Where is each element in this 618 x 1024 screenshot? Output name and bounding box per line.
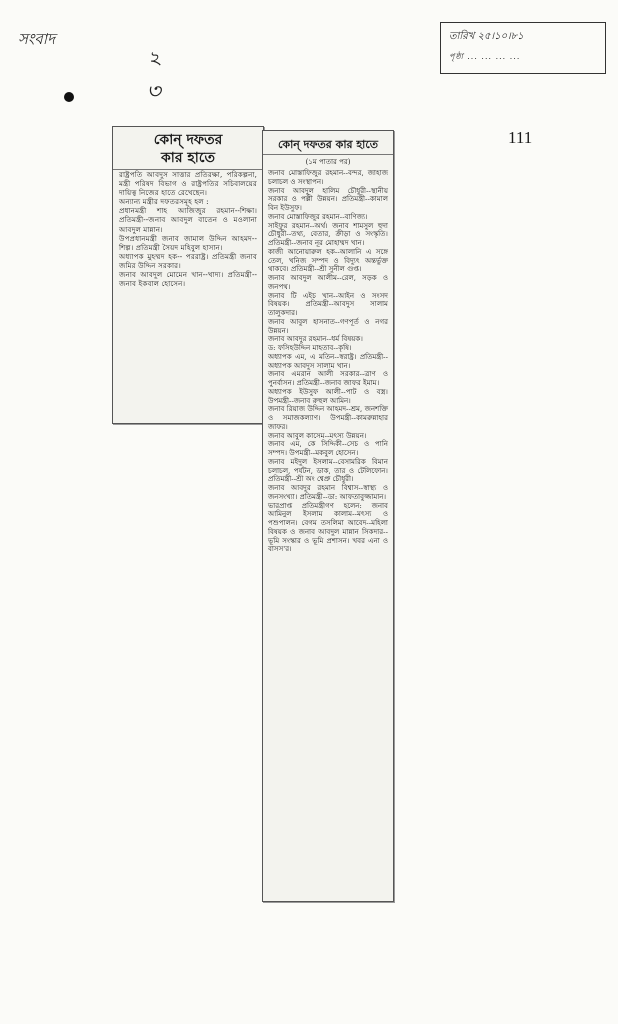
clipping-paragraph: জনাব টি এইচ খান--আইন ও সংসদ বিষয়ক। প্রতিমন্ত্রী--আবদুস সালাম তালুকদার।	[268, 291, 388, 317]
clipping-paragraph: জনাব আবদুল মোমেন খান--খাদ্য। প্রতিমন্ত্রী--জনাব ইকবাল হোসেন।	[119, 270, 257, 289]
clipping-paragraph: জনাব রিয়াজ উদ্দিন আহমদ--শ্রম, জনশক্তি ও সমাজকল্যাণ। উপমন্ত্রী--কামরুন্নাহার জাফর।	[268, 405, 388, 431]
news-clipping-right	[262, 130, 394, 902]
handwritten-mark: ২	[143, 44, 164, 72]
clipping-paragraph: জনাব আবদুল আলীম--রেল, সড়ক ও জনপথ।	[268, 274, 388, 291]
clipping-paragraph: জনাব মইদুল ইসলাম--বেসামরিক বিমান চলাচল, পর্যটন, ডাক, তার ও টেলিফোন। প্রতিমন্ত্রী--শ্রী অং শ্বেপ্রু চৌধুরী।	[268, 457, 388, 484]
stamp-date: তারিখ ২৫।১০।৮১	[449, 31, 524, 42]
clipping-title-line: কোন্ দফতর	[153, 132, 223, 148]
clipping-paragraph: জনাব আবদুল হালিম চৌধুরী--স্থানীয় সরকার ও পল্লী উন্নয়ন। প্রতিমন্ত্রী--কামাল বিন ইউসুফ।	[268, 186, 388, 212]
clipping-paragraph: জনাব আবদুর রহমান বিশ্বাস--স্বাস্থ্য ও জনসংখ্যা। প্রতিমন্ত্রী--ডা: আফতাবুজ্জামান।	[268, 484, 388, 501]
clipping-paragraph: কাজী আনোয়ারুল হক--আলানি এ সঙ্গে তেল, খনিজ সম্পদ ও বিদ্যুৎ অন্তর্ভুক্ত থাকবে। প্রতিমন্ত্রী--শ্রী সুনীল গুপ্ত।	[268, 247, 388, 274]
clipping-paragraph: অধ্যাপক এম, এ মতিন--স্বরাষ্ট্র। প্রতিমন্ত্রী--অধ্যাপক আবদুস সালাম খান।	[268, 352, 388, 370]
clipping-paragraph: জনাব আবুল কাসেম--মৎস্য উন্নয়ন।	[268, 431, 367, 440]
clipping-paragraph: অধ্যাপক মুহম্মদ হক-- পররাষ্ট্র। প্রতিমন্ত্রী জনাব জমির উদ্দিন সরকার।	[119, 251, 257, 270]
clipping-paragraph: জনাব মোস্তাফিজুর রহমান--বাণিজ্য।	[268, 212, 368, 221]
clipping-paragraph: প্রধানমন্ত্রী শাহ আজিজুর রহমান--শিক্ষা। প্রতিমন্ত্রী--জনাব আবদুল বাতেন ও মওলানা আবদুল মান্নান।	[119, 206, 257, 234]
date-stamp	[440, 22, 606, 74]
clipping-paragraph: জনাব আবুল হাসনাত--গণপূর্ত ও নগর উন্নয়ন।	[268, 317, 388, 335]
source-label: সংবাদ	[18, 30, 55, 48]
news-clipping-left	[112, 126, 264, 424]
clipping-paragraph: ড: ফসিহউদ্দিন মাহতাব--কৃষি।	[268, 344, 352, 352]
clipping-paragraph: জনাব এমরান আলী সরকার--ত্রাণ ও পুনর্বাসন। প্রতিমন্ত্রী--জনাব জাফর ইমাম।	[268, 370, 388, 387]
stamp-page: পৃষ্ঠা ... ... ... ...	[449, 52, 521, 61]
clipping-subtitle: (১ম পাতার পর)	[305, 158, 351, 166]
ink-dot	[64, 92, 74, 102]
handwritten-mark: ৩	[144, 77, 163, 106]
clipping-title: কোন্ দফতর কার হাতে	[263, 131, 393, 155]
clipping-paragraph: ভারপ্রাপ্ত প্রতিমন্ত্রীগণ হলেন: জনাব আমিনুল ইসলাম কালাম--মৎস্য ও পশুপালন। বেগম তসলিমা আবেদ--মহিলা বিষয়ক ও জনাব আবদুল মান্নান সিকদার--ভূমি সংস্কার ও ভূমি প্রশাসন। খবর এনা ও বাসস'র।	[268, 501, 388, 554]
clipping-paragraph: অন্যান্য মন্ত্রীর দফতরসমূহ হল :	[119, 197, 209, 207]
clipping-paragraph: জনাব মোস্তাফিজুর রহমান--বন্দর, জাহাজ চলাচল ও সংস্থাপন।	[268, 169, 388, 186]
clipping-title-line: কার হাতে	[161, 150, 215, 166]
clipping-paragraph: সাইফুর রহমান--অর্থ। জনাব শামসুল হুদা চৌধুরী--তথ্য, বেতার, ক্রীড়া ও সংস্কৃতি। প্রতিমন্ত্রী--জনাব নূর মোহাম্মদ খান।	[268, 221, 388, 247]
clipping-paragraph: অধ্যাপক ইউসুফ আলী--পাট ও বস্ত্র। উপমন্ত্রী--জনাব রুহুল আমিন।	[268, 387, 388, 405]
clipping-paragraph: জনাব আবদুর রহমান--ধর্ম বিষয়ক।	[268, 335, 363, 344]
clipping-paragraph: উপপ্রধানমন্ত্রী জনাব জামাল উদ্দিন আহমদ--শিল্প। প্রতিমন্ত্রী সৈয়দ মহিবুল হাসান।	[119, 233, 257, 252]
clipping-paragraph: রাষ্ট্রপতি আবদুস সাত্তার প্রতিরক্ষা, পরিকল্পনা, মন্ত্রী পরিষদ বিভাগ ও রাষ্ট্রপতির সচিবালয়ের দায়িত্ব নিজের হাতে রেখেছেন।	[119, 170, 257, 198]
clipping-paragraph: জনাব এম, কে সিদ্দিকী--সেচ ও পানি সম্পদ। উপমন্ত্রী--মকবুল হোসেন।	[268, 440, 388, 457]
page-number: 111	[508, 128, 533, 147]
clipping-title	[113, 127, 263, 170]
